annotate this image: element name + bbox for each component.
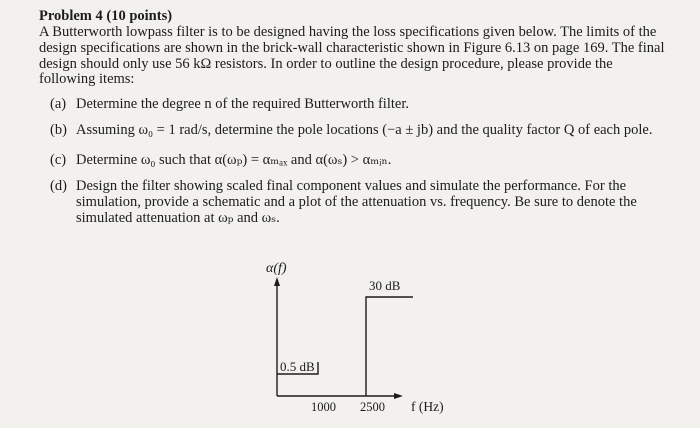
- task-item-a: [50, 96, 409, 112]
- passband-limit: [277, 362, 318, 374]
- task-label: (b): [50, 122, 67, 138]
- y-axis-label: α(f): [266, 261, 287, 276]
- task-item-c: [50, 152, 391, 168]
- task-text: Assuming ω₀ = 1 rad/s, determine the pole locations (−a ± jb) and the quality factor Q of each pole.: [76, 122, 653, 138]
- task-label: (a): [50, 96, 67, 112]
- tick-label-1000: 1000: [311, 400, 336, 414]
- passband-label: 0.5 dB: [280, 359, 315, 374]
- x-axis-arrow: [394, 393, 403, 399]
- x-axis-label: f (Hz): [411, 399, 444, 414]
- task-text: Design the filter showing scaled final component values and simulate the performance. For the simulation, provide a schematic and a plot of the attenuation vs. frequency. Be sure to denote the simulated attenuation at ωₚ and ωₛ.: [76, 178, 637, 226]
- problem-title: Problem 4 (10 points): [39, 8, 173, 24]
- task-label: (c): [50, 152, 67, 168]
- stopband-label: 30 dB: [369, 278, 401, 293]
- task-item-d: [50, 178, 662, 226]
- task-text: Determine ω₀ such that α(ωₚ) = αₘₐₓ and α(ωₛ) > αₘᵢₙ.: [76, 152, 392, 168]
- problem-intro: A Butterworth lowpass filter is to be designed having the loss specifications given below. The limits of the design specifications are shown in the brick-wall characteristic shown in Figure 6.13 on page 169. The final design should only use 56 kΩ resistors. In order to outline the design procedure, please provide the following items:: [39, 24, 665, 88]
- task-label: (d): [50, 178, 67, 194]
- task-item-b: [50, 122, 652, 138]
- tick-label-2500: 2500: [360, 400, 385, 414]
- y-axis-arrow: [274, 277, 280, 286]
- stopband-limit: [366, 297, 413, 396]
- task-text: Determine the degree n of the required Butterworth filter.: [76, 96, 409, 112]
